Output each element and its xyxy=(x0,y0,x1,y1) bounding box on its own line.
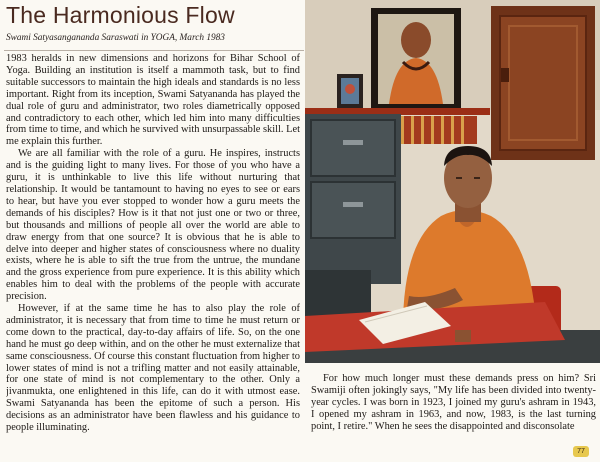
striped-cloth xyxy=(397,116,477,144)
article-byline: Swami Satyasangananda Saraswati in YOGA, March 1983 xyxy=(6,33,225,43)
title-divider xyxy=(4,50,304,51)
left-text-column xyxy=(6,53,300,453)
paragraph-4: For how much longer must these demands press on him? Sri Swamiji often jokingly says, "My life has been divided into twenty-year cycles. I was born in 1923, I joined my guru's ashram in 1943, I opened my ashram in 1963, and now, 1983, is the last turning point, I retire." When he sees the disappointed and disconsolate xyxy=(311,373,596,432)
photo-swami-at-desk xyxy=(305,0,600,363)
small-picture-frame xyxy=(337,74,363,110)
paragraph-1: 1983 heralds in new dimensions and horizons for Bihar School of Yoga. Building an institution is itself a mammoth task, but to find suitable successors to maintain the high ideals and standards is no less important. Right from its inception, Swami Satyananda has played the dual role of guru and administrator, two roles diametrically opposed and contradictory to each other, which led him into many difficulties from time to time, and which he survived with unsurpassable skill. Let me explain this further. xyxy=(6,53,300,148)
page-number-badge: 77 xyxy=(573,446,589,457)
filing-cabinet xyxy=(305,114,401,284)
framed-portrait xyxy=(371,8,461,112)
right-text-column xyxy=(311,373,596,455)
paragraph-2: We are all familiar with the role of a guru. He inspires, instructs and is the guiding light to many lives. For those of you who have a guru, it is unthinkable to live this life without nurturing that relationship. It would be tantamount to having no eyes to see or ears to hear, but have you ever stopped to wonder how a guru meets the demands of his disciples? How is it that not just one or two or three, but thousands and millions of people all over the world are able to draw energy from that one source? It is obvious that he is able to delve into deeper and higher states of consciousness where no duality exists, where he is able to sift the true from the untrue, the mundane and the gross experience from pure experience. It is this ability which enables him to deal with the problems of the people with accurate precision. xyxy=(6,148,300,303)
wooden-door xyxy=(491,6,595,160)
article-title: The Harmonious Flow xyxy=(6,2,235,28)
paragraph-3: However, if at the same time he has to also play the role of administrator, it is necessary that from time to time he must return or come down to the practical, day-to-day affairs of life. So, on the one hand he must go deep within, and on the other he must externalize that same consciousness. Of course this constant fluctuation from higher to lower states of mind is not a trifling matter and not easily attainable, for one state of mind is not complementary to the other. Only a jivanmukta, one enlightened in this life, can do it with utmost ease. Swami Satyananda has been the epitome of such a person. His decisions as an administrator have been flawless and his guidance to people illuminating. xyxy=(6,303,300,434)
left-hand xyxy=(455,330,471,342)
